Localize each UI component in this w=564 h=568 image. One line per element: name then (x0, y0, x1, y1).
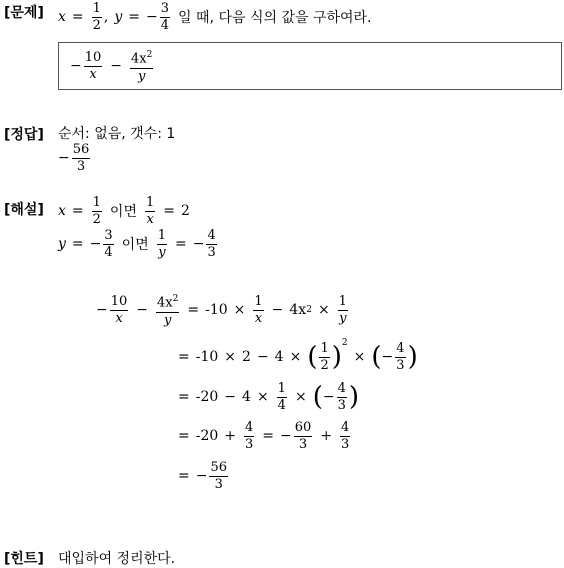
expr-fraction-1: $\frac{10}{x}$ (84, 49, 102, 82)
expr-fraction-2: $\frac{4x^2}{y}$ (131, 50, 153, 84)
y-var: y (114, 9, 123, 25)
answer-fraction: $\frac{56}{3}$ (72, 141, 90, 174)
problem-text: 일 때, 다음 식의 값을 구하여라. (178, 10, 372, 26)
answer-value: − $\frac{56}{3}$ (58, 141, 90, 174)
problem-statement: x = $\frac{1}{2}$ , y = − $\frac{3}{4}$ 일 때, 다음 식의 값을 구하여라. (58, 0, 372, 33)
derivation-final: = − $\frac{56}{3}$ (178, 459, 228, 492)
x-var: x (58, 9, 66, 25)
solution-line-2: y = − $\frac{3}{4}$ 이면 $\frac{1}{y}$ = − $\frac{4}{3}$ (58, 227, 216, 260)
expression: − $\frac{10}{x}$ − $\frac{4x^2}{y}$ (70, 49, 153, 84)
hint-text: 대입하여 정리한다. (58, 551, 176, 567)
derivation-step-3: = -20 − 4 × $\frac{1}{4}$ × ( − $\frac{4}{3}$ ) (178, 380, 360, 413)
answer-tag: [정답] (4, 127, 44, 143)
y-value-fraction: $\frac{3}{4}$ (160, 0, 170, 33)
derivation-step-2: = -10 × 2 − 4 × ( $\frac{1}{2}$ ) $^2$ × ( − $\frac{4}{3}$ ) (178, 338, 418, 373)
answer-line: 순서: 없음, 갯수: 1 (58, 126, 176, 142)
x-value-fraction: $\frac{1}{2}$ (92, 0, 101, 33)
hint-tag: [힌트] (4, 551, 44, 567)
solution-tag: [해설] (4, 202, 44, 218)
solution-line-1: x = $\frac{1}{2}$ 이면 $\frac{1}{x}$ = 2 (58, 194, 190, 227)
problem-tag: [문제] (4, 5, 44, 21)
derivation-step-4: = -20 + $\frac{4}{3}$ = − $\frac{60}{3}$ + $\frac{4}{3}$ (178, 419, 350, 452)
derivation-step-1: − $\frac{10}{x}$ − $\frac{4x^2}{y}$ = -10 × $\frac{1}{x}$ − 4x 2 × $\frac{1}{y}$ (96, 293, 347, 328)
